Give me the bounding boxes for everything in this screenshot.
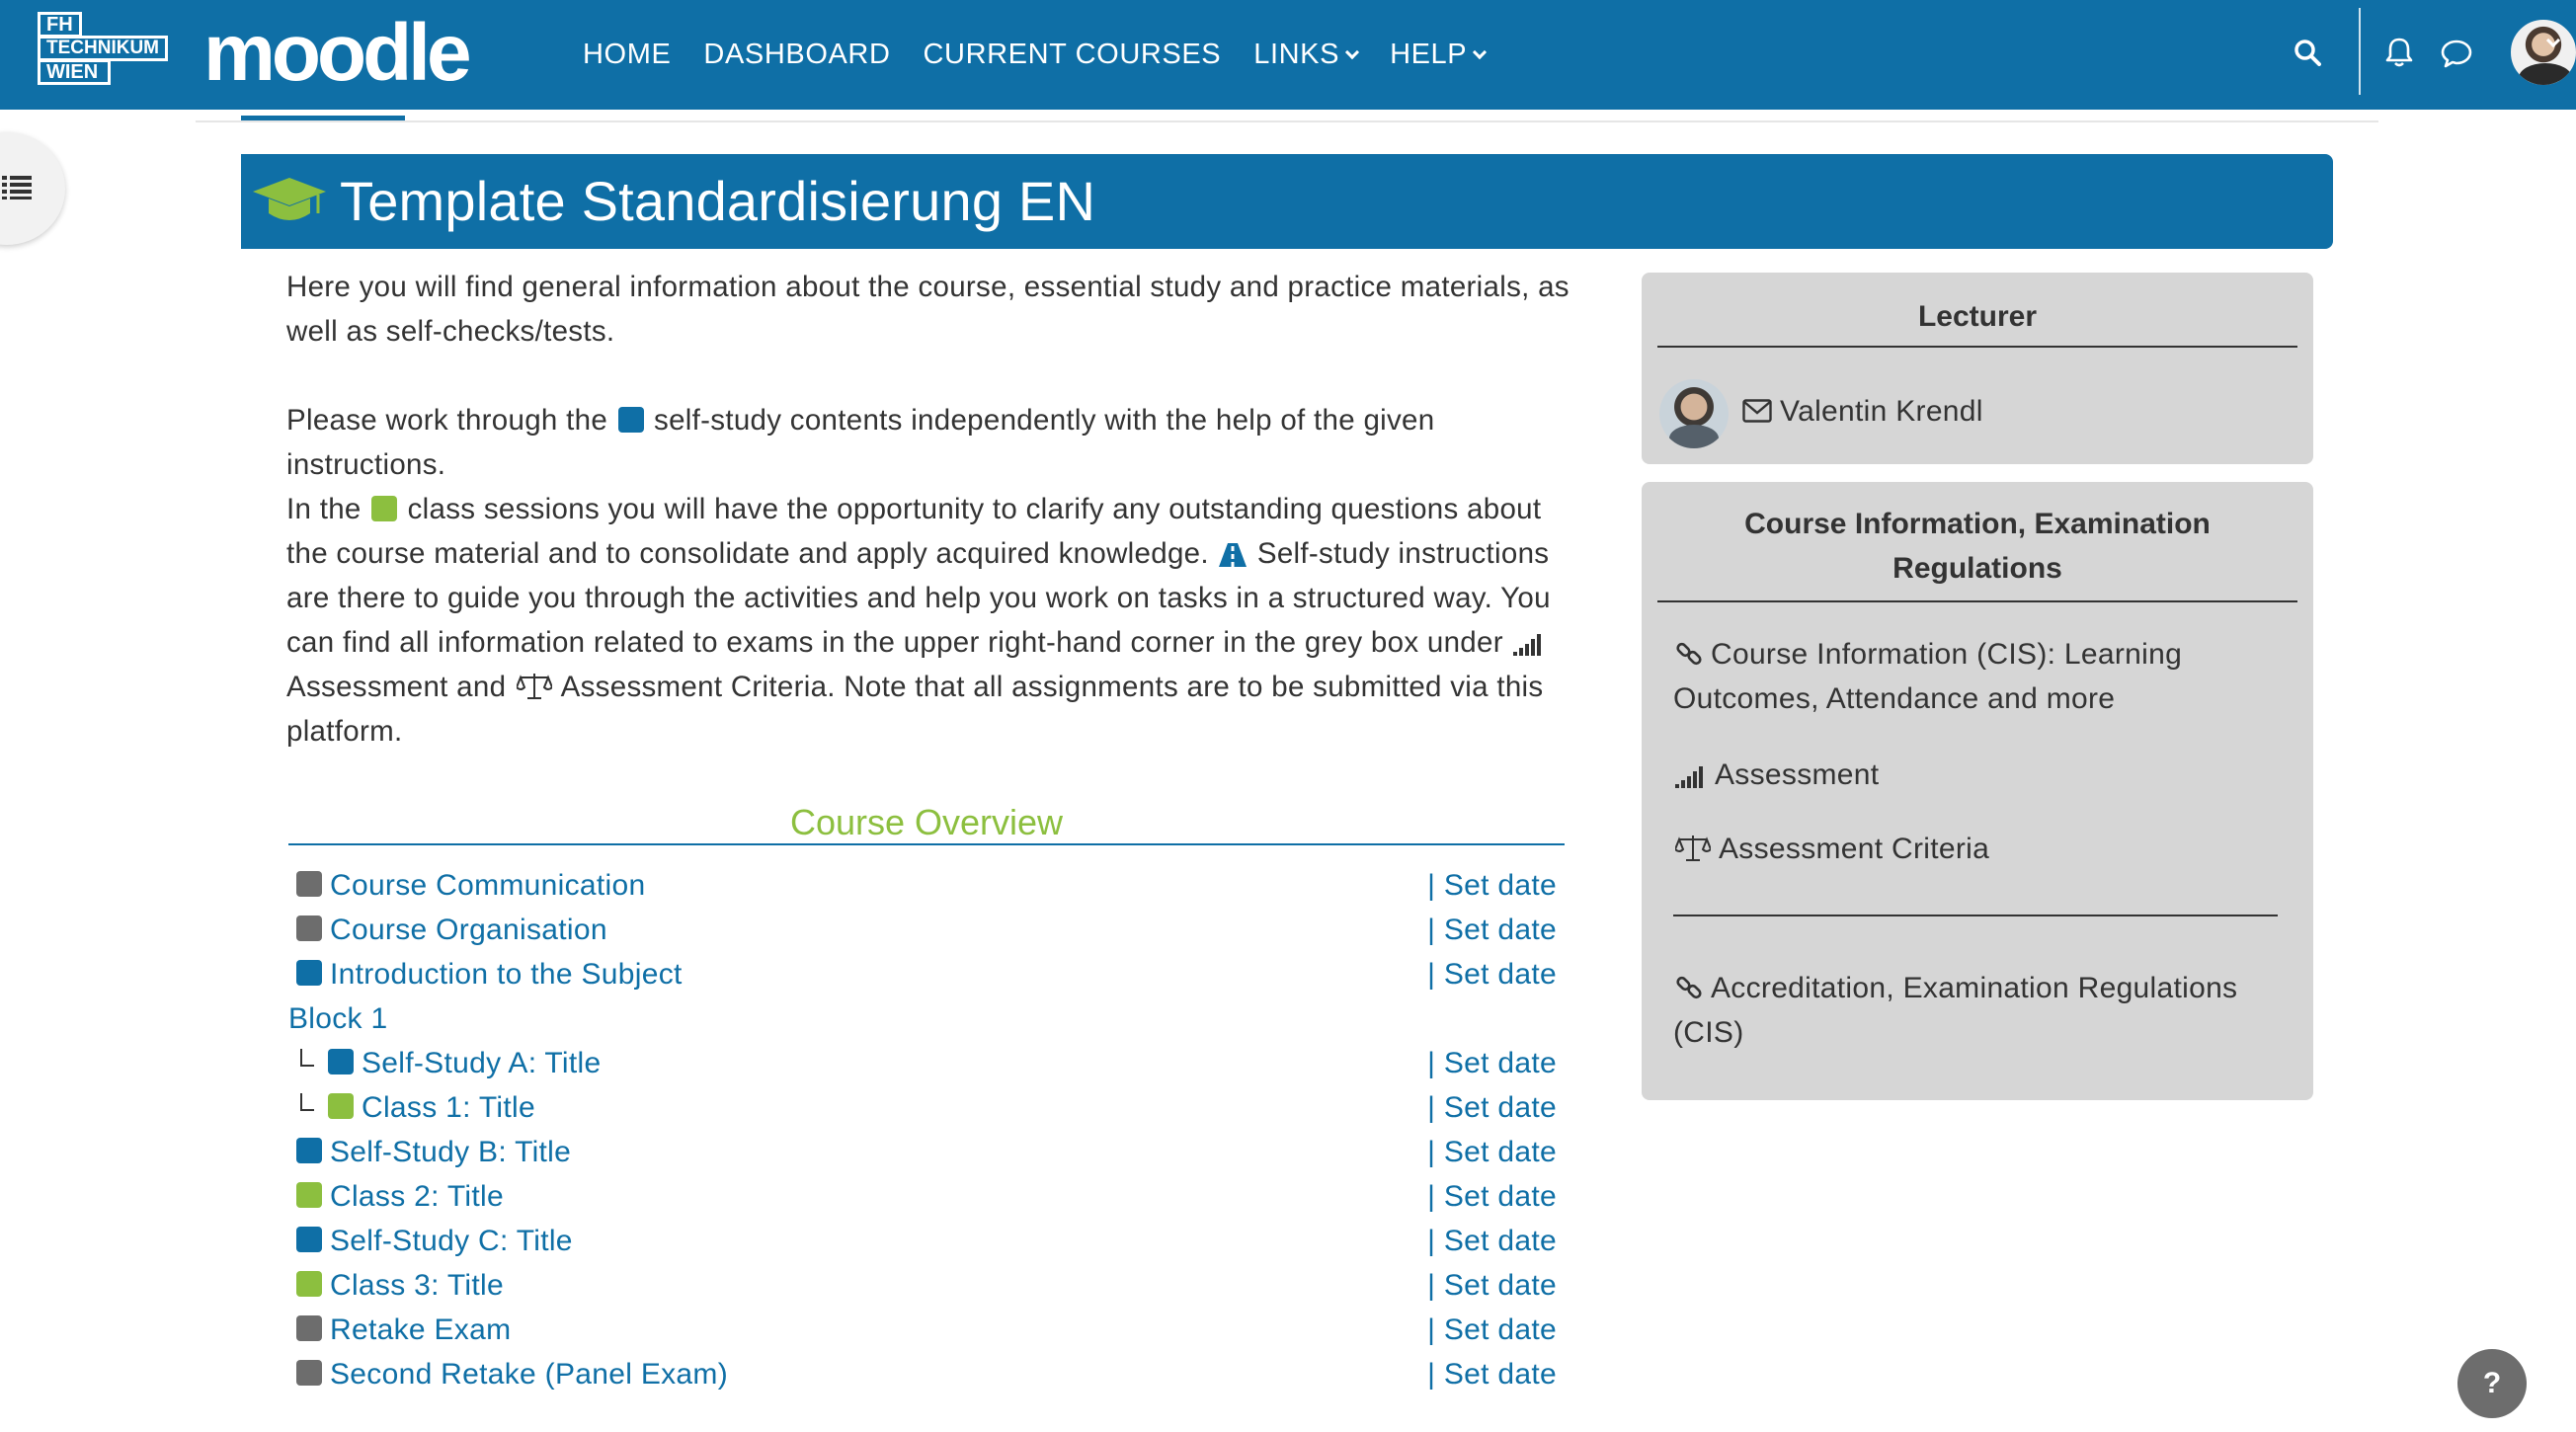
item-link[interactable]: Class 2: Title <box>330 1180 504 1213</box>
blue-square-icon <box>296 1138 322 1163</box>
chevron-down-icon <box>1473 44 1487 58</box>
list-item[interactable] <box>288 1308 1565 1352</box>
course-intro <box>286 265 1570 754</box>
course-index-toggle[interactable] <box>0 132 65 245</box>
list-item[interactable] <box>288 863 1565 908</box>
navbar-divider <box>2359 8 2361 95</box>
set-date-link[interactable]: | Set date <box>1427 1225 1557 1257</box>
nav-current-courses[interactable] <box>924 39 1222 71</box>
item-link[interactable]: Course Communication <box>330 869 646 902</box>
lecturer-name[interactable]: Valentin Krendl <box>1780 395 1983 428</box>
tree-branch-icon <box>300 1093 314 1111</box>
nav-help-label: HELP <box>1390 39 1468 70</box>
info-item-label: Accreditation, Examination Regulations (CIS) <box>1673 972 2238 1049</box>
set-date-link[interactable]: | Set date <box>1427 958 1557 991</box>
grey-square-icon <box>296 915 322 941</box>
info-item-label: Assessment <box>1715 758 1880 791</box>
nav-dashboard-label: DASHBOARD <box>703 39 891 70</box>
list-item[interactable] <box>288 1130 1565 1174</box>
item-link[interactable]: Self-Study C: Title <box>330 1225 573 1257</box>
set-date-link[interactable]: | Set date <box>1427 1047 1557 1079</box>
navbar-user-area <box>2161 0 2576 110</box>
intro-text: Assessment and <box>286 671 507 703</box>
set-date-link[interactable]: | Set date <box>1427 1091 1557 1124</box>
avatar-shirt <box>2519 63 2572 87</box>
active-tab-indicator <box>241 116 405 120</box>
course-info-heading: Course Information, Examination Regulations <box>1744 508 2211 585</box>
intro-text: Please work through the <box>286 404 608 437</box>
list-item[interactable] <box>288 1085 1565 1130</box>
info-item-label: Assessment Criteria <box>1719 833 1990 865</box>
page-title: Template Standardisierung EN <box>340 170 1096 232</box>
lecturer-shirt <box>1669 425 1719 448</box>
set-date-link[interactable]: | Set date <box>1427 869 1557 902</box>
intro-text: self-study contents independently with the help of the given instructions. <box>286 404 1435 481</box>
scale-icon <box>1675 835 1711 862</box>
chat-icon[interactable] <box>2440 38 2473 69</box>
list-item[interactable] <box>288 952 1565 996</box>
tree-branch-icon <box>300 1049 314 1067</box>
link-icon <box>1675 640 1703 668</box>
set-date-link[interactable]: | Set date <box>1427 1358 1557 1391</box>
nav-current-courses-label: CURRENT COURSES <box>923 39 1222 70</box>
intro-text: class sessions you will have the opportunity to clarify any outstanding questions about the course material and to consolidate and apply acquired knowledge. <box>286 493 1542 570</box>
grey-square-icon <box>296 1360 322 1386</box>
nav-links-dropdown[interactable] <box>1253 39 1357 71</box>
user-avatar[interactable] <box>2509 18 2576 87</box>
accreditation-link[interactable] <box>1673 966 2276 1055</box>
set-date-link[interactable]: | Set date <box>1427 1269 1557 1302</box>
course-info-box <box>1642 482 2313 1100</box>
intro-paragraph-2 <box>286 398 1570 487</box>
lecturer-rule <box>1657 346 2297 348</box>
set-date-link[interactable]: | Set date <box>1427 914 1557 946</box>
green-square-icon <box>328 1093 354 1119</box>
item-link[interactable]: Self-Study B: Title <box>330 1136 572 1168</box>
course-overview-title: Course Overview <box>789 802 1064 842</box>
moodle-logo[interactable]: moodle <box>203 8 468 98</box>
assessment-criteria-link[interactable] <box>1673 827 2276 871</box>
blue-square-icon <box>328 1049 354 1074</box>
list-item[interactable] <box>288 1263 1565 1308</box>
lecturer-avatar[interactable] <box>1659 379 1729 448</box>
assessment-link[interactable] <box>1673 753 2276 797</box>
list-item[interactable] <box>288 908 1565 952</box>
blue-square-icon <box>618 407 644 433</box>
green-square-icon <box>296 1182 322 1208</box>
scale-icon <box>517 673 552 700</box>
set-date-link[interactable]: | Set date <box>1427 1136 1557 1168</box>
intro-text: Assessment Criteria. Note that all assignments are to be submitted via this platform. <box>286 671 1544 748</box>
block-heading[interactable] <box>288 996 1565 1041</box>
course-overview-list <box>288 863 1565 1396</box>
intro-paragraph-1: Here you will find general information about the course, essential study and practice materials, as well as self-checks/tests. <box>286 271 1570 348</box>
bell-icon[interactable] <box>2382 36 2416 69</box>
block-label[interactable]: Block 1 <box>288 1002 388 1035</box>
green-square-icon <box>296 1271 322 1297</box>
help-button[interactable]: ? <box>2457 1349 2527 1418</box>
intro-paragraph-3 <box>286 487 1570 754</box>
course-info-divider <box>1673 915 2278 916</box>
header-rule <box>196 120 2378 122</box>
item-link[interactable]: Retake Exam <box>330 1313 512 1346</box>
grey-square-icon <box>296 1315 322 1341</box>
signal-icon <box>1513 634 1543 656</box>
set-date-link[interactable]: | Set date <box>1427 1313 1557 1346</box>
link-icon <box>1675 974 1703 1001</box>
road-icon <box>1219 543 1247 567</box>
graduation-cap-icon <box>251 176 328 229</box>
top-navbar <box>0 0 2576 110</box>
item-link[interactable]: Class 1: Title <box>362 1091 535 1124</box>
item-link[interactable]: Self-Study A: Title <box>362 1047 602 1079</box>
nav-home-label: HOME <box>583 39 672 70</box>
item-link[interactable]: Introduction to the Subject <box>330 958 683 991</box>
grey-square-icon <box>296 871 322 897</box>
intro-text: Self-study instructions are there to guide you through the activities and help you work on tasks in a structured way. You can find all information related to exams in the upper right-hand corner in the grey box under <box>286 537 1551 659</box>
list-icon <box>2 174 32 199</box>
logo-line-wien: WIEN <box>38 59 111 85</box>
item-link[interactable]: Course Organisation <box>330 914 607 946</box>
list-item[interactable] <box>288 1174 1565 1219</box>
fh-technikum-logo[interactable] <box>38 12 184 93</box>
item-link[interactable]: Class 3: Title <box>330 1269 504 1302</box>
lecturer-heading: Lecturer <box>1917 300 2038 333</box>
blue-square-icon <box>296 960 322 986</box>
item-link[interactable]: Second Retake (Panel Exam) <box>330 1358 728 1391</box>
course-overview-rule <box>288 843 1565 845</box>
nav-links-label: LINKS <box>1253 39 1340 70</box>
course-title-bar <box>241 154 2333 249</box>
info-item-label: Course Information (CIS): Learning Outcomes, Attendance and more <box>1673 638 2183 715</box>
search-icon[interactable] <box>2294 39 2321 66</box>
nav-help-dropdown[interactable] <box>1390 39 1485 71</box>
lecturer-box <box>1642 273 2313 464</box>
mail-icon[interactable] <box>1742 399 1772 423</box>
green-square-icon <box>371 496 397 521</box>
set-date-link[interactable]: | Set date <box>1427 1180 1557 1213</box>
chevron-down-icon <box>1345 44 1359 58</box>
primary-navigation <box>583 0 1485 110</box>
signal-icon <box>1675 766 1707 788</box>
logo-line-fh: FH <box>38 12 82 38</box>
list-item[interactable] <box>288 1219 1565 1263</box>
nav-home[interactable] <box>583 39 671 71</box>
nav-dashboard[interactable] <box>703 39 890 71</box>
list-item[interactable] <box>288 1352 1565 1396</box>
blue-square-icon <box>296 1227 322 1252</box>
course-info-cis-link[interactable] <box>1673 632 2276 721</box>
intro-text: In the <box>286 493 362 525</box>
list-item[interactable] <box>288 1041 1565 1085</box>
logo-line-technikum: TECHNIKUM <box>38 36 168 61</box>
course-info-rule <box>1657 600 2297 602</box>
